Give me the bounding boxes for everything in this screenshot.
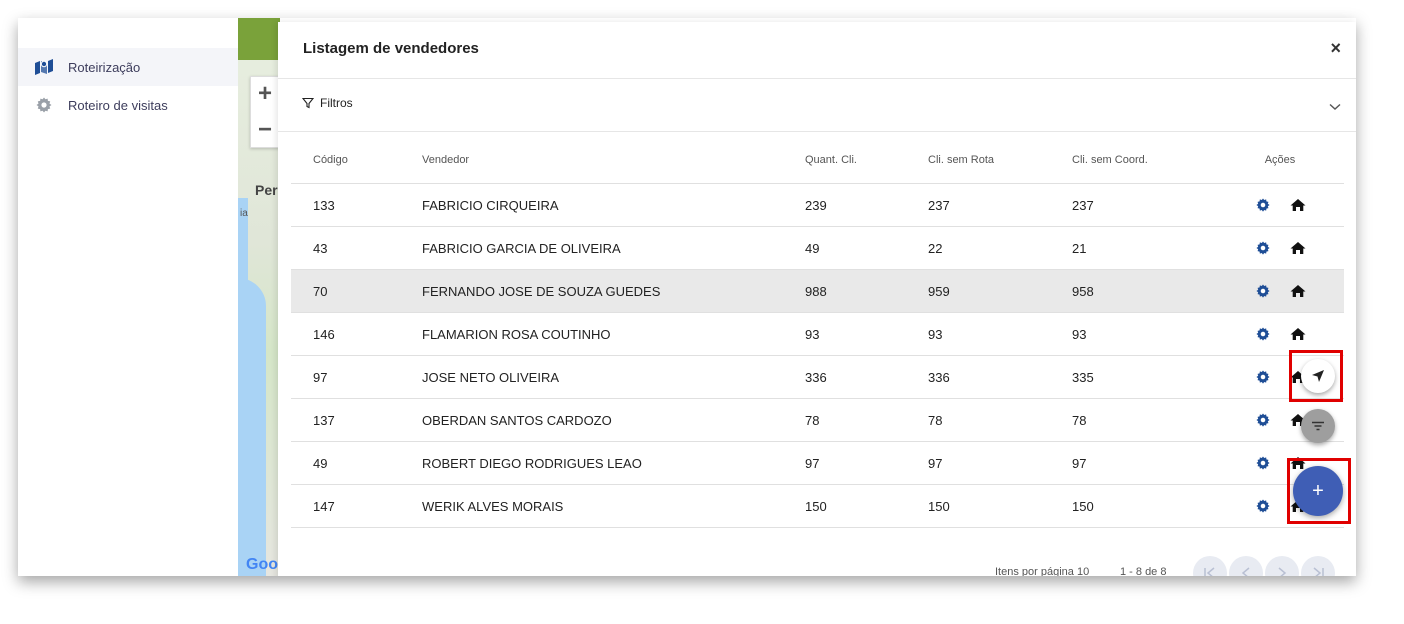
home-icon[interactable] (1290, 327, 1306, 341)
map-place-label: Per (255, 182, 278, 198)
cell-cli-sem-coord: 78 (1072, 412, 1087, 428)
filter-icon (302, 97, 314, 109)
gear-icon[interactable] (1256, 499, 1270, 513)
filter-list-icon (1311, 421, 1325, 431)
cell-quant-cli: 93 (805, 326, 820, 342)
cell-cli-sem-rota: 22 (928, 240, 943, 256)
gear-icon (34, 96, 54, 114)
column-header-quant-cli[interactable]: Quant. Cli. (805, 153, 857, 166)
table-body (291, 184, 1344, 528)
cell-cli-sem-rota: 336 (928, 369, 950, 385)
cell-vendedor: OBERDAN SANTOS CARDOZO (422, 412, 612, 428)
dialog-title: Listagem de vendedores (303, 40, 479, 57)
cell-codigo: 43 (313, 240, 328, 256)
home-icon[interactable] (1290, 284, 1306, 298)
cell-cli-sem-rota: 93 (928, 326, 943, 342)
cell-codigo: 49 (313, 455, 328, 471)
cell-cli-sem-coord: 958 (1072, 283, 1094, 299)
cell-vendedor: FABRICIO GARCIA DE OLIVEIRA (422, 240, 621, 256)
zoom-out-button[interactable]: − (257, 116, 272, 143)
cell-vendedor: WERIK ALVES MORAIS (422, 498, 564, 514)
row-actions (1256, 313, 1306, 355)
cell-cli-sem-coord: 21 (1072, 240, 1087, 256)
map-marker-icon (34, 58, 54, 76)
sidebar-item-roteiro-de-visitas[interactable] (18, 86, 238, 124)
highlight-box (1287, 458, 1351, 524)
items-per-page-value[interactable]: 10 (1076, 566, 1090, 576)
highlight-box (1289, 350, 1343, 402)
table-row[interactable] (291, 227, 1344, 270)
home-icon[interactable] (1290, 198, 1306, 212)
column-header-cli-sem-rota[interactable]: Cli. sem Rota (928, 153, 995, 166)
map-water (238, 278, 266, 576)
column-header-codigo[interactable]: Código (313, 153, 348, 166)
table-row[interactable] (291, 399, 1344, 442)
gear-icon[interactable] (1256, 241, 1270, 255)
map-top-bar (238, 18, 280, 60)
column-header-acoes: Ações (1264, 153, 1296, 166)
zoom-in-button[interactable]: + (257, 80, 272, 107)
chevron-left-icon (1241, 567, 1251, 576)
gear-icon[interactable] (1256, 456, 1270, 470)
cell-cli-sem-rota: 237 (928, 197, 950, 213)
gear-icon[interactable] (1256, 413, 1270, 427)
cell-codigo: 147 (313, 498, 335, 514)
cell-vendedor: FERNANDO JOSE DE SOUZA GUEDES (422, 283, 661, 299)
column-header-vendedor[interactable]: Vendedor (422, 153, 470, 166)
cell-codigo: 137 (313, 412, 335, 428)
table-row[interactable] (291, 442, 1344, 485)
first-page-icon (1203, 567, 1217, 576)
home-icon[interactable] (1290, 241, 1306, 255)
chevron-down-icon[interactable] (1329, 98, 1341, 116)
map-place-label: ia (240, 208, 248, 219)
sidebar (18, 18, 238, 576)
dialog-header (278, 22, 1356, 79)
last-page-icon (1311, 567, 1325, 576)
vendedores-dialog (278, 22, 1356, 576)
table-row[interactable] (291, 313, 1344, 356)
app-window (18, 18, 1356, 576)
cell-codigo: 133 (313, 197, 335, 213)
cell-cli-sem-coord: 97 (1072, 455, 1087, 471)
map-view[interactable] (238, 18, 280, 576)
cell-cli-sem-coord: 237 (1072, 197, 1094, 213)
previous-page-button[interactable] (1229, 556, 1263, 576)
close-icon[interactable]: × (1330, 38, 1341, 58)
cell-cli-sem-rota: 150 (928, 498, 950, 514)
cell-cli-sem-coord: 335 (1072, 369, 1094, 385)
cell-cli-sem-rota: 78 (928, 412, 943, 428)
first-page-button[interactable] (1193, 556, 1227, 576)
gear-icon[interactable] (1256, 370, 1270, 384)
cell-codigo: 97 (313, 369, 328, 385)
sidebar-item-label: Roteirização (68, 59, 141, 75)
cell-quant-cli: 49 (805, 240, 820, 256)
filters-panel[interactable] (278, 80, 1356, 132)
zoom-control (250, 76, 280, 148)
page-range: 1 - 8 de 8 (1120, 566, 1167, 576)
cell-vendedor: FLAMARION ROSA COUTINHO (422, 326, 611, 342)
table-row[interactable] (291, 184, 1344, 227)
cell-vendedor: JOSE NETO OLIVEIRA (422, 369, 560, 385)
last-page-button[interactable] (1301, 556, 1335, 576)
chevron-right-icon (1277, 567, 1287, 576)
cell-cli-sem-rota: 97 (928, 455, 943, 471)
row-actions (1256, 270, 1306, 312)
cell-codigo: 146 (313, 326, 335, 342)
vendedores-table (291, 136, 1344, 528)
row-actions (1256, 227, 1306, 269)
column-header-cli-sem-coord[interactable]: Cli. sem Coord. (1072, 153, 1148, 166)
table-header (291, 136, 1344, 184)
sidebar-item-roteirizacao[interactable] (18, 48, 238, 86)
next-page-button[interactable] (1265, 556, 1299, 576)
cell-quant-cli: 150 (805, 498, 827, 514)
cell-cli-sem-coord: 93 (1072, 326, 1087, 342)
row-actions (1256, 184, 1306, 226)
gear-icon[interactable] (1256, 198, 1270, 212)
cell-codigo: 70 (313, 283, 328, 299)
cell-quant-cli: 336 (805, 369, 827, 385)
cell-vendedor: FABRICIO CIRQUEIRA (422, 197, 559, 213)
cell-vendedor: ROBERT DIEGO RODRIGUES LEAO (422, 455, 642, 471)
filter-list-button[interactable] (1301, 409, 1335, 443)
gear-icon[interactable] (1256, 284, 1270, 298)
cell-quant-cli: 97 (805, 455, 820, 471)
items-per-page[interactable] (995, 566, 1089, 576)
items-per-page-label: Itens por página (995, 566, 1074, 576)
filters-toggle[interactable] (302, 96, 353, 110)
gear-icon[interactable] (1256, 327, 1270, 341)
table-row[interactable] (291, 356, 1344, 399)
cell-quant-cli: 239 (805, 197, 827, 213)
google-logo: Goo (246, 556, 278, 573)
add-button[interactable]: + (1293, 466, 1343, 516)
pagination (278, 556, 1356, 576)
table-row[interactable] (291, 270, 1344, 313)
row-actions (1256, 399, 1306, 441)
cell-cli-sem-rota: 959 (928, 283, 950, 299)
table-row[interactable] (291, 485, 1344, 528)
cell-quant-cli: 78 (805, 412, 820, 428)
sidebar-item-label: Roteiro de visitas (68, 97, 168, 113)
filters-label: Filtros (320, 96, 353, 110)
cell-cli-sem-coord: 150 (1072, 498, 1094, 514)
cell-quant-cli: 988 (805, 283, 827, 299)
